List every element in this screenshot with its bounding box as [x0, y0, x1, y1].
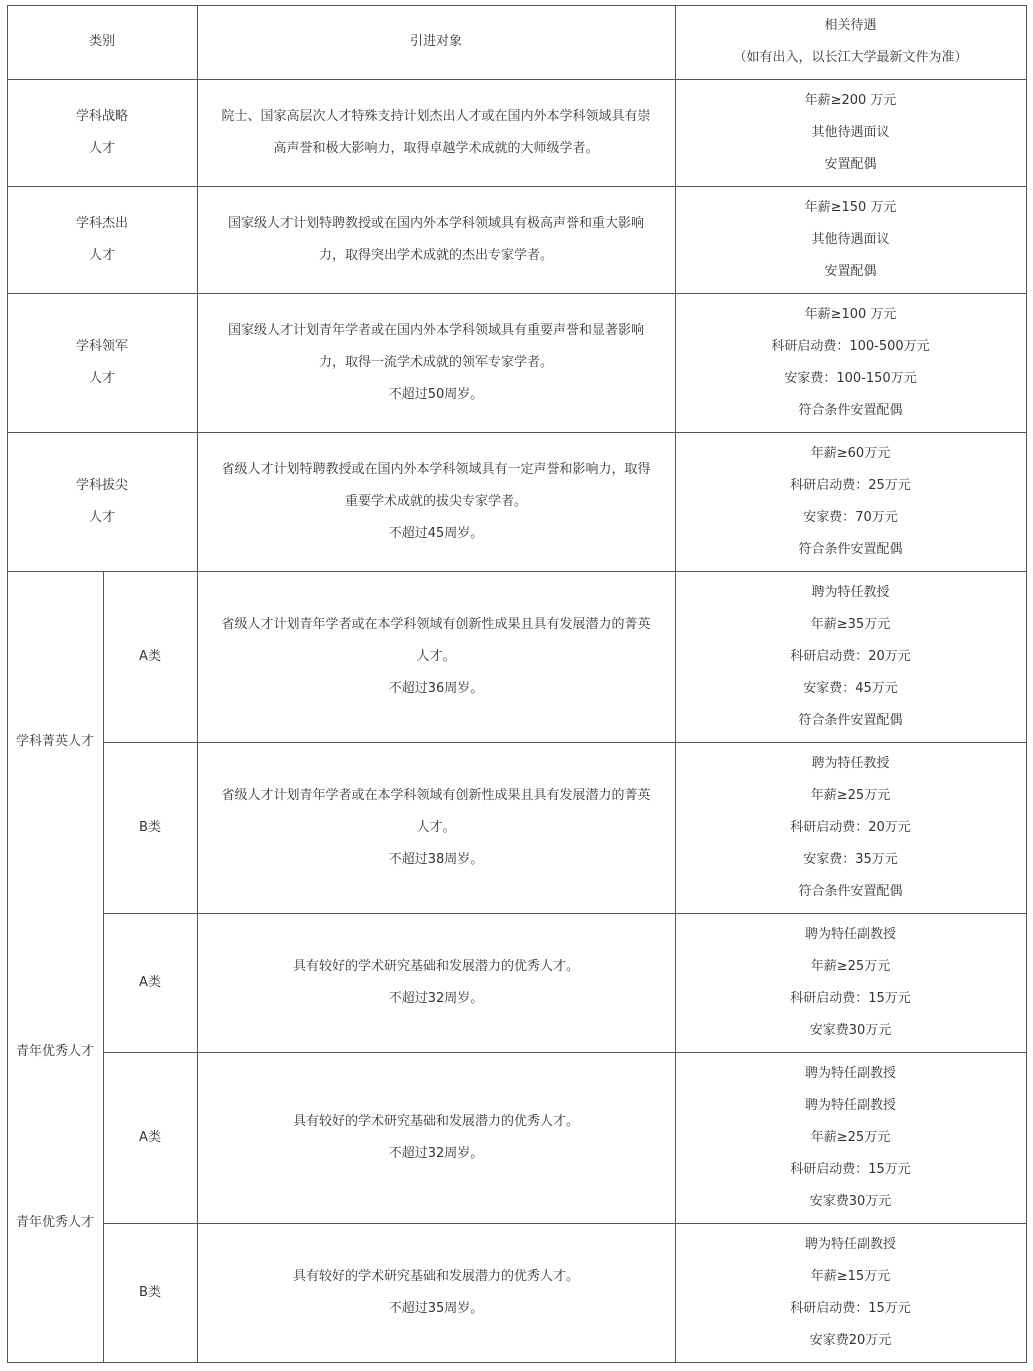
benefits-cell [675, 913, 1026, 1052]
target-cell [197, 432, 675, 571]
column-divider [197, 5, 198, 1363]
benefits-cell-line: 科研启动费：25万元 [790, 477, 911, 493]
target-cell [197, 79, 675, 186]
category-cell-line: 学科拔尖 [75, 477, 128, 493]
benefits-cell-line: 科研启动费：15万元 [790, 1161, 911, 1177]
row-divider [7, 293, 1027, 294]
subcategory-divider [103, 571, 104, 1363]
target-cell-line: 力，取得突出学术成就的杰出专家学者。 [318, 247, 553, 263]
column-divider [675, 5, 676, 1363]
target-cell-line: 不超过32周岁。 [388, 990, 484, 1006]
header-benefits-line: 相关待遇 [824, 18, 877, 33]
group-label: 学科菁英人才 [15, 734, 95, 749]
benefits-cell [675, 293, 1026, 432]
category-cell [7, 293, 197, 432]
benefits-cell-line: 聘为特任副教授 [804, 1065, 896, 1081]
category-cell-line: 人才 [88, 140, 115, 156]
benefits-cell-line: 科研启动费：100-500万元 [771, 338, 930, 354]
benefits-cell-line: 年薪≥15万元 [810, 1268, 891, 1284]
subcategory-label: A类 [139, 1129, 161, 1145]
target-cell [197, 186, 675, 293]
target-cell-line: 院士、国家高层次人才特殊支持计划杰出人才或在国内外本学科领域具有崇 [221, 108, 651, 124]
category-cell-line: 人才 [88, 509, 115, 525]
header-benefits-line: （如有出入，以长江大学最新文件为准） [733, 50, 968, 65]
target-cell-line: 力，取得一流学术成就的领军专家学者。 [318, 354, 553, 370]
benefits-cell-line: 年薪≥200 万元 [804, 92, 897, 108]
target-cell [197, 913, 675, 1052]
benefits-cell-line: 聘为特任副教授 [804, 1236, 896, 1252]
benefits-cell [675, 1223, 1026, 1362]
benefits-cell [675, 571, 1026, 742]
table-bottom-border [7, 1362, 1027, 1363]
benefits-cell-line: 安家费：100-150万元 [784, 370, 917, 386]
table-right-border [1026, 5, 1027, 1363]
benefits-cell-line: 安家费30万元 [809, 1022, 892, 1038]
target-cell-line: 具有较好的学术研究基础和发展潜力的优秀人才。 [292, 1113, 579, 1129]
category-cell [7, 79, 197, 186]
benefits-cell-line: 年薪≥25万元 [810, 787, 891, 803]
benefits-cell-line: 年薪≥25万元 [810, 1129, 891, 1145]
benefits-cell [675, 742, 1026, 913]
target-cell-line: 不超过36周岁。 [388, 680, 484, 696]
benefits-cell-line: 聘为特任副教授 [804, 1097, 896, 1113]
benefits-cell [675, 432, 1026, 571]
benefits-cell [675, 186, 1026, 293]
row-divider [7, 79, 1027, 80]
benefits-cell-line: 年薪≥35万元 [810, 616, 891, 632]
benefits-cell-line: 其他待遇面议 [811, 231, 890, 247]
benefits-cell [675, 79, 1026, 186]
target-cell-line: 不超过35周岁。 [388, 1300, 484, 1316]
header-category: 类别 [88, 34, 116, 49]
subcategory-label: A类 [139, 974, 161, 990]
group-label: 青年优秀人才 [15, 1215, 95, 1230]
benefits-cell-line: 安置配偶 [824, 156, 877, 172]
benefits-cell-line: 年薪≥100 万元 [804, 306, 897, 322]
group-label: 青年优秀人才 [15, 1044, 95, 1059]
row-divider [7, 432, 1027, 433]
benefits-cell-line: 科研启动费：15万元 [790, 1300, 911, 1316]
target-cell-line: 不超过45周岁。 [388, 525, 484, 541]
target-cell-line: 具有较好的学术研究基础和发展潜力的优秀人才。 [292, 958, 579, 974]
benefits-cell-line: 安置配偶 [824, 263, 877, 279]
benefits-cell-line: 年薪≥150 万元 [804, 199, 897, 215]
target-cell-line: 具有较好的学术研究基础和发展潜力的优秀人才。 [292, 1268, 579, 1284]
category-cell [7, 186, 197, 293]
target-cell-line: 不超过50周岁。 [388, 386, 484, 402]
subcategory-label: B类 [139, 819, 161, 835]
target-cell [197, 1223, 675, 1362]
target-cell-line: 省级人才计划青年学者或在本学科领域有创新性成果且具有发展潜力的菁英 [221, 787, 651, 803]
benefits-cell-line: 安家费：70万元 [803, 509, 898, 525]
target-cell-line: 人才。 [416, 648, 456, 664]
target-cell-line: 国家级人才计划特聘教授或在国内外本学科领域具有极高声誉和重大影响 [227, 215, 644, 231]
category-cell-line: 人才 [88, 370, 115, 386]
target-cell-line: 省级人才计划青年学者或在本学科领域有创新性成果且具有发展潜力的菁英 [221, 616, 651, 632]
benefits-cell-line: 符合条件安置配偶 [798, 541, 903, 557]
row-divider [103, 1052, 1027, 1053]
row-divider [103, 1223, 1027, 1224]
benefits-cell-line: 安家费：35万元 [803, 851, 898, 867]
row-divider [7, 186, 1027, 187]
category-cell-line: 学科战略 [75, 108, 128, 124]
benefits-cell-line: 其他待遇面议 [811, 124, 890, 140]
header-benefits [675, 5, 1026, 79]
subcategory-label: A类 [139, 648, 161, 664]
category-cell [7, 432, 197, 571]
header-target: 引进对象 [409, 34, 463, 49]
target-cell-line: 国家级人才计划青年学者或在国内外本学科领域具有重要声誉和显著影响 [227, 322, 644, 338]
benefits-cell-line: 安家费：45万元 [803, 680, 898, 696]
benefits-cell-line: 科研启动费：15万元 [790, 990, 911, 1006]
category-cell-line: 人才 [88, 247, 115, 263]
target-cell-line: 不超过32周岁。 [388, 1145, 484, 1161]
benefits-cell-line: 年薪≥60万元 [810, 445, 891, 461]
benefits-cell-line: 聘为特任教授 [811, 584, 890, 600]
benefits-cell-line: 聘为特任副教授 [804, 926, 896, 942]
table-left-border [7, 5, 8, 1363]
benefits-cell-line: 年薪≥25万元 [810, 958, 891, 974]
benefits-cell [675, 1052, 1026, 1223]
category-cell-line: 学科杰出 [75, 215, 128, 231]
benefits-cell-line: 符合条件安置配偶 [798, 712, 903, 728]
row-divider [7, 571, 1027, 572]
row-divider [103, 913, 1027, 914]
subcategory-label: B类 [139, 1284, 161, 1300]
benefits-cell-line: 符合条件安置配偶 [798, 883, 903, 899]
benefits-cell-line: 科研启动费：20万元 [790, 648, 911, 664]
target-cell [197, 571, 675, 742]
target-cell [197, 742, 675, 913]
row-divider [103, 742, 1027, 743]
benefits-cell-line: 聘为特任教授 [811, 755, 890, 771]
category-cell-line: 学科领军 [75, 338, 128, 354]
benefits-cell-line: 科研启动费：20万元 [790, 819, 911, 835]
target-cell [197, 1052, 675, 1223]
target-cell [197, 293, 675, 432]
target-cell-line: 不超过38周岁。 [388, 851, 484, 867]
benefits-cell-line: 符合条件安置配偶 [798, 402, 903, 418]
target-cell-line: 高声誉和极大影响力，取得卓越学术成就的大师级学者。 [273, 140, 599, 156]
benefits-cell-line: 安家费20万元 [809, 1332, 892, 1348]
benefits-cell-line: 安家费30万元 [809, 1193, 892, 1209]
table-top-border [7, 5, 1027, 6]
target-cell-line: 人才。 [416, 819, 456, 835]
target-cell-line: 重要学术成就的拔尖专家学者。 [344, 493, 527, 509]
target-cell-line: 省级人才计划特聘教授或在国内外本学科领域具有一定声誉和影响力，取得 [221, 461, 651, 477]
